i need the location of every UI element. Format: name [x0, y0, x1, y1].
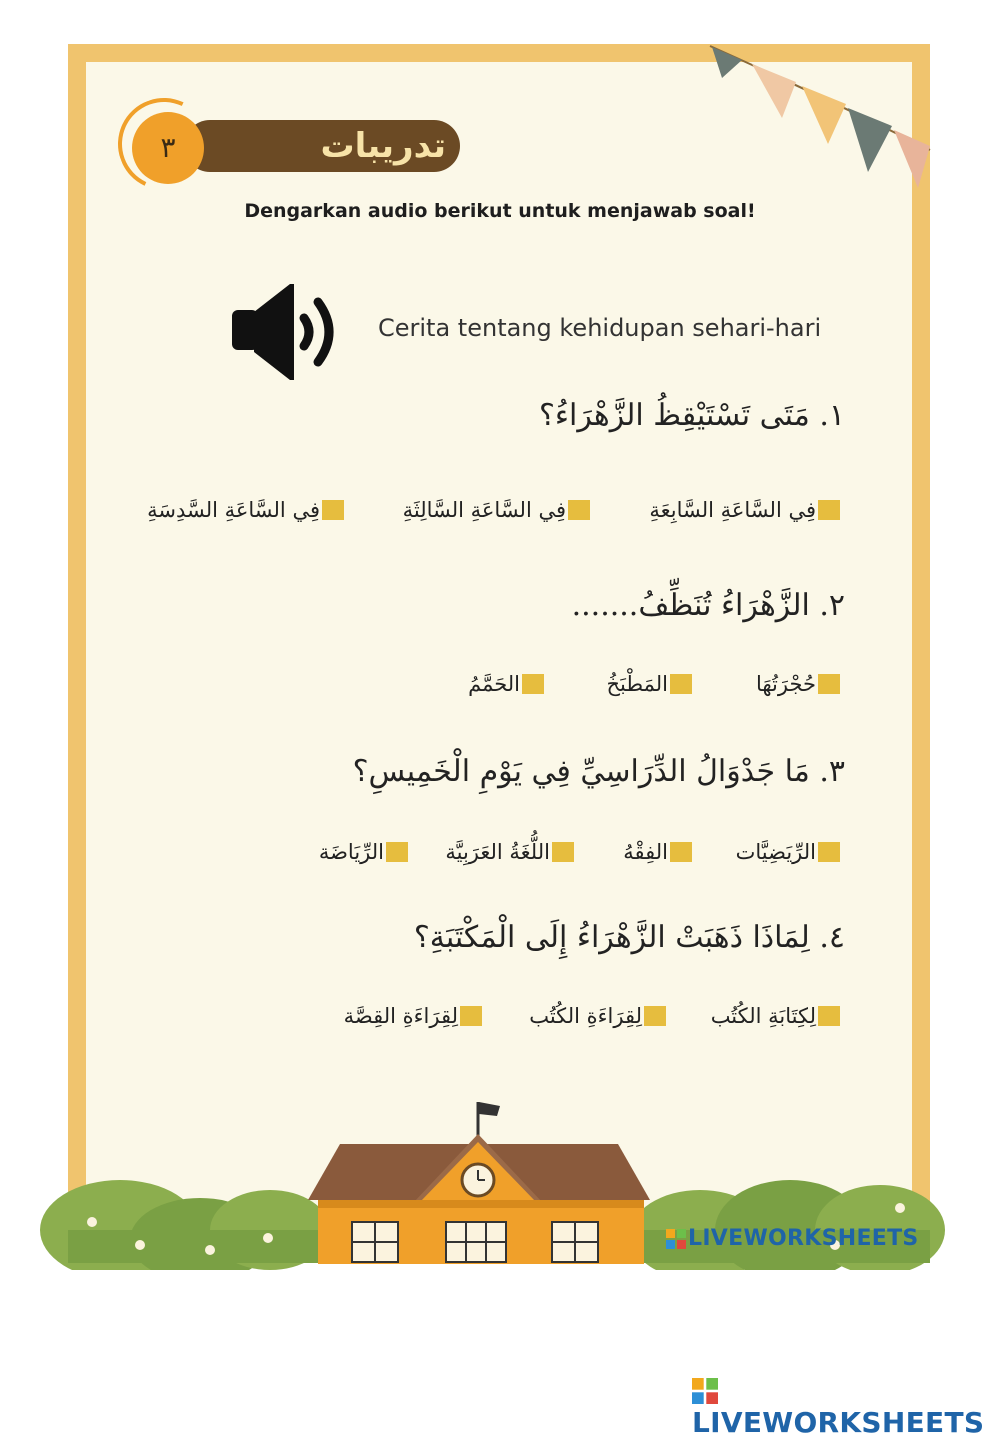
audio-label: Cerita tentang kehidupan sehari-hari — [378, 314, 822, 342]
option-label: فِي السَّاعَةِ السَّالِثَةِ — [402, 498, 566, 522]
option-label: فِي السَّاعَةِ السَّابِعَةِ — [649, 498, 816, 522]
checkbox[interactable] — [552, 842, 574, 862]
q4-option-1[interactable] — [711, 1004, 840, 1028]
option-label: اللُّغَةُ العَرَبِيَّة — [445, 840, 550, 864]
checkbox[interactable] — [818, 500, 840, 520]
option-label: المَطْبَخُ — [606, 672, 668, 696]
q1-option-3[interactable] — [147, 498, 344, 522]
q4-option-3[interactable] — [344, 1004, 482, 1028]
option-label: لِكِتَابَةِ الكُتُب — [710, 1004, 816, 1028]
option-label: حُجْرَتُهَا — [755, 672, 816, 696]
q1-option-2[interactable] — [403, 498, 590, 522]
option-label: الرِّيَاضَة — [318, 840, 384, 864]
q3-option-1[interactable] — [736, 840, 840, 864]
checkbox[interactable] — [644, 1006, 666, 1026]
checkbox[interactable] — [818, 842, 840, 862]
option-label: الحَمَّمُ — [468, 672, 520, 696]
checkbox[interactable] — [460, 1006, 482, 1026]
checkbox[interactable] — [670, 842, 692, 862]
checkbox[interactable] — [522, 674, 544, 694]
section-number-badge: ٣ — [132, 112, 204, 184]
checkbox[interactable] — [818, 674, 840, 694]
section-title: تدريبات — [320, 126, 446, 166]
option-label: الفِقْهُ — [623, 840, 668, 864]
checkbox[interactable] — [322, 500, 344, 520]
question-2: ٢. الزَّهْرَاءُ تُنَظِّفُ....... — [571, 588, 845, 623]
q2-option-2[interactable] — [607, 672, 693, 696]
option-label: لِقِرَاءَةِ الكُتُب — [529, 1004, 642, 1028]
q3-option-2[interactable] — [623, 840, 692, 864]
liveworksheets-logo-icon — [666, 1229, 686, 1249]
liveworksheets-footer-logo[interactable] — [692, 1373, 1000, 1439]
instruction-text: Dengarkan audio berikut untuk menjawab soal! — [244, 200, 756, 222]
checkbox[interactable] — [818, 1006, 840, 1026]
liveworksheets-logo-icon — [692, 1378, 718, 1404]
option-label: الرِّيَضِيَّات — [735, 840, 816, 864]
speaker-icon[interactable] — [228, 282, 348, 382]
option-label: لِقِرَاءَةِ القِصَّة — [343, 1004, 458, 1028]
checkbox[interactable] — [670, 674, 692, 694]
q2-option-1[interactable] — [756, 672, 840, 696]
liveworksheets-footer-text: LIVEWORKSHEETS — [692, 1406, 985, 1439]
q1-option-1[interactable] — [649, 498, 840, 522]
q3-option-4[interactable] — [319, 840, 408, 864]
liveworksheets-inner-text: LIVEWORKSHEETS — [688, 1226, 919, 1251]
q2-option-3[interactable] — [468, 672, 544, 696]
checkbox[interactable] — [386, 842, 408, 862]
checkbox[interactable] — [568, 500, 590, 520]
option-label: فِي السَّاعَةِ السَّدِسَةِ — [147, 498, 320, 522]
question-3: ٣. مَا جَدْوَالُ الدِّرَاسِيِّ فِي يَوْمِ الْخَمِيسِ؟ — [352, 754, 845, 789]
q3-option-3[interactable] — [445, 840, 574, 864]
q4-option-2[interactable] — [529, 1004, 666, 1028]
liveworksheets-inner-logo — [666, 1226, 919, 1251]
question-4: ٤. لِمَاذَا ذَهَبَتْ الزَّهْرَاءُ إِلَى الْمَكْتَبَةِ؟ — [413, 920, 845, 955]
question-1: ١. مَتَى تَسْتَيْقِظُ الزَّهْرَاءُ؟ — [538, 398, 845, 433]
